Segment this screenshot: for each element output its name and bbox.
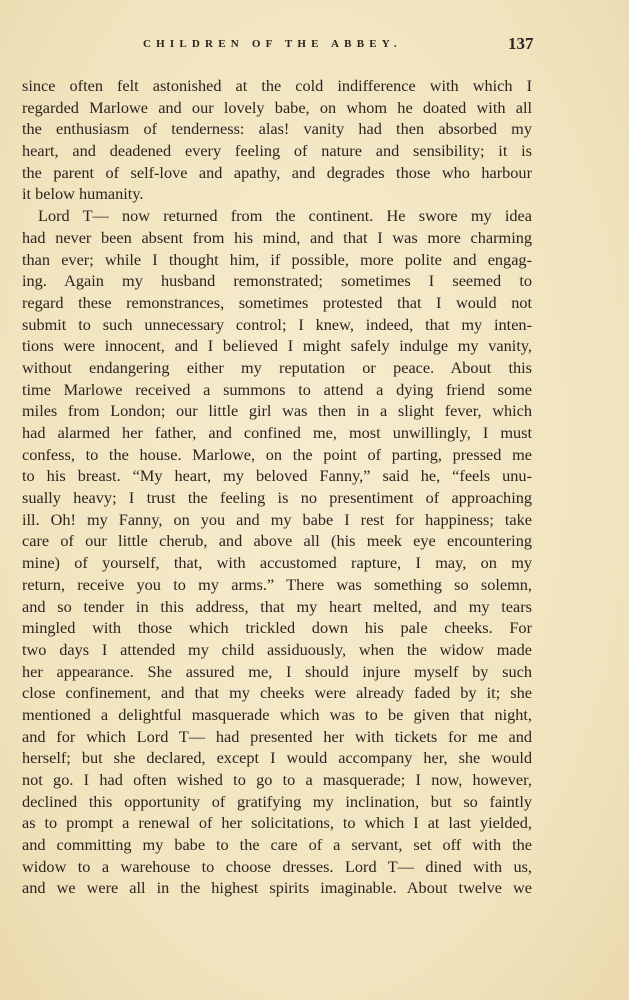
text-line: regarded Marlowe and our lovely babe, on whom he doated with all (22, 97, 532, 117)
text-line: tions were innocent, and I believed I might safely indulge my vanity, (22, 336, 532, 356)
text-line: since often felt astonished at the cold indifference with which I (22, 76, 532, 95)
text-line: her appearance. She assured me, I should injure myself by such (22, 661, 532, 681)
text-line: herself; but she declared, except I would accompany her, she would (22, 748, 532, 768)
text-line: mine) of yourself, that, with accustomed rapture, I may, on my (22, 553, 532, 573)
text-line: had alarmed her father, and confined me, most unwillingly, I must (22, 423, 532, 442)
text-line: as to prompt a renewal of her solicitations, to which I at last yielded, (22, 813, 532, 833)
page-number: 137 (508, 34, 534, 53)
text-line: confess, to the house. Marlowe, on the point of parting, pressed me (22, 444, 532, 464)
running-title: CHILDREN OF THE ABBEY. (143, 38, 402, 50)
text-line: submit to such unnecessary control; I knew, indeed, that my inten- (22, 314, 532, 334)
body-text (22, 75, 532, 899)
text-line: declined this opportunity of gratifying my inclination, but so faintly (22, 791, 532, 811)
text-line: to his breast. “My heart, my beloved Fanny,” said he, “feels unu- (22, 466, 532, 486)
text-line: and we were all in the highest spirits imaginable. About twelve we (22, 878, 532, 898)
text-line: widow to a warehouse to choose dresses. Lord T— dined with us, (22, 856, 532, 876)
text-line: had never been absent from his mind, and that I was more charming (22, 227, 532, 247)
text-line: without endangering either my reputation or peace. About this (22, 357, 532, 377)
text-line: close confinement, and that my cheeks were already faded by it; she (22, 683, 532, 703)
text-line: care of our little cherub, and above all (his meek eye encountering (22, 531, 532, 551)
text-line: the enthusiasm of tenderness: alas! vanity had then absorbed my (22, 119, 532, 139)
text-line: miles from London; our little girl was then in a slight fever, which (22, 401, 532, 421)
text-line: and so tender in this address, that my heart melted, and my tears (22, 596, 532, 616)
text-line: regard these remonstrances, sometimes protested that I would not (22, 292, 532, 312)
text-line: mingled with those which trickled down his pale cheeks. For (22, 618, 532, 638)
text-line: return, receive you to my arms.” There was something so solemn, (22, 574, 532, 594)
text-line: heart, and deadened every feeling of nature and sensibility; it is (22, 141, 532, 161)
text-line: and for which Lord T— had presented her with tickets for me and (22, 726, 532, 746)
text-line: the parent of self-love and apathy, and degrades those who harbour (22, 162, 532, 182)
text-line: two days I attended my child assiduously, when the widow made (22, 639, 532, 659)
text-line: and committing my babe to the care of a servant, set off with the (22, 835, 532, 855)
text-line: mentioned a delightful masquerade which was to be given that night, (22, 704, 532, 724)
text-line: time Marlowe received a summons to attend a dying friend some (22, 379, 532, 399)
text-line: sually heavy; I trust the feeling is no presentiment of approaching (22, 488, 532, 508)
text-line: than ever; while I thought him, if possible, more polite and engag- (22, 249, 532, 269)
text-line: not go. I had often wished to go to a masquerade; I now, however, (22, 770, 532, 789)
text-line: ill. Oh! my Fanny, on you and my babe I rest for happiness; take (22, 509, 532, 529)
text-line: it below humanity. (22, 184, 144, 204)
text-line: ing. Again my husband remonstrated; sometimes I seemed to (22, 271, 532, 291)
text-line: Lord T— now returned from the continent. He swore my idea (38, 206, 532, 226)
